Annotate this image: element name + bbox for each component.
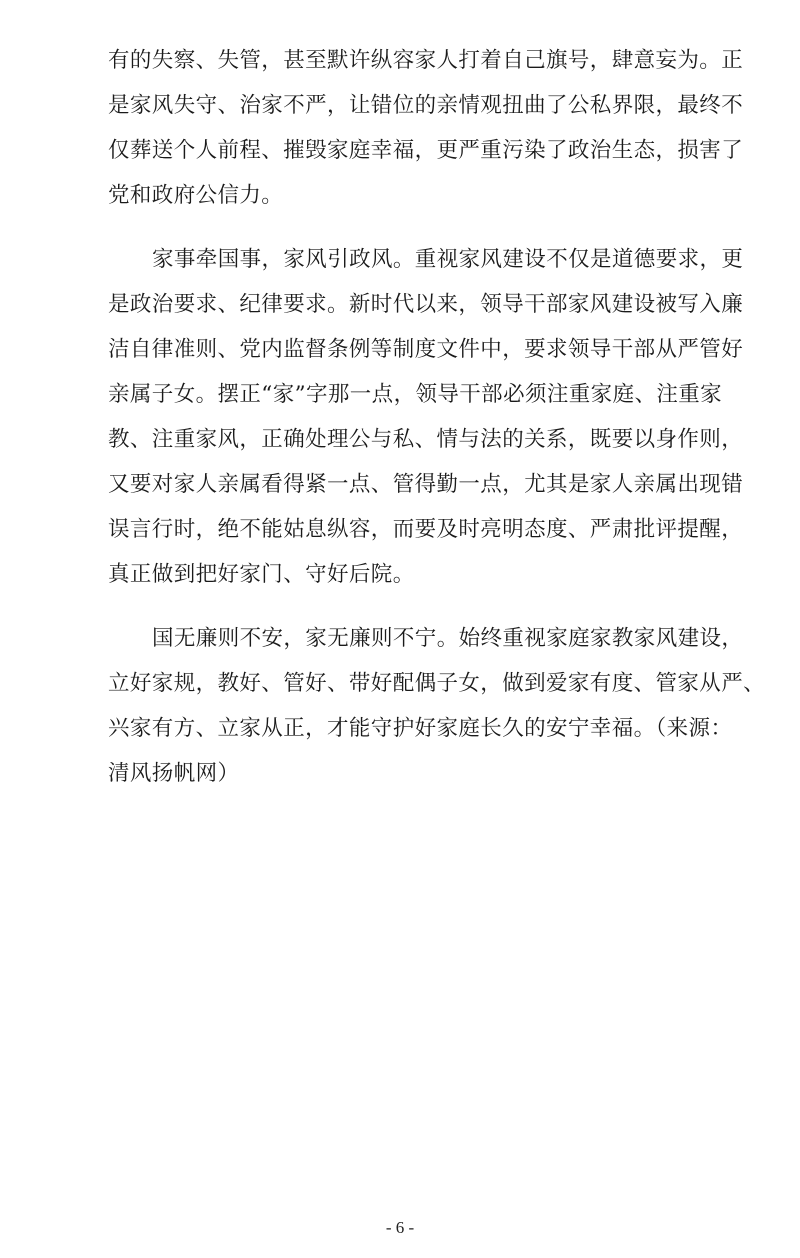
text-line: 国无廉则不安，家无廉则不宁。始终重视家庭家教家风建设， <box>152 626 744 651</box>
text-line: 党和政府公信力。 <box>108 183 284 208</box>
text-line: 误言行时，绝不能姑息纵容，而要及时亮明态度、严肃批评提醒， <box>108 517 744 542</box>
page-number: - 6 - <box>385 1218 415 1237</box>
paragraph-3 <box>108 616 766 796</box>
text-line: 兴家有方、立家从正，才能守护好家庭长久的安宁幸福。（来源： <box>108 716 733 741</box>
text-line: 教、注重家风，正确处理公与私、情与法的关系，既要以身作则， <box>108 427 744 452</box>
text-line: 亲属子女。摆正“家”字那一点，领导干部必须注重家庭、注重家 <box>108 382 723 407</box>
document-body <box>108 38 766 815</box>
text-line: 清风扬帆网） <box>108 761 240 786</box>
paragraph-2 <box>108 237 744 597</box>
paragraph-1 <box>108 38 744 218</box>
text-line: 仅葬送个人前程、摧毁家庭幸福，更严重污染了政治生态，损害了 <box>108 138 744 163</box>
text-line: 又要对家人亲属看得紧一点、管得勤一点，尤其是家人亲属出现错 <box>108 472 744 497</box>
text-line: 是家风失守、治家不严，让错位的亲情观扭曲了公私界限，最终不 <box>108 93 744 118</box>
text-line: 家事牵国事，家风引政风。重视家风建设不仅是道德要求，更 <box>152 247 744 272</box>
text-line: 是政治要求、纪律要求。新时代以来，领导干部家风建设被写入廉 <box>108 292 744 317</box>
text-line: 立好家规，教好、管好、带好配偶子女，做到爱家有度、管家从严、 <box>108 671 766 696</box>
text-line: 洁自律准则、党内监督条例等制度文件中，要求领导干部从严管好 <box>108 337 744 362</box>
text-line: 真正做到把好家门、守好后院。 <box>108 562 415 587</box>
text-line: 有的失察、失管，甚至默许纵容家人打着自己旗号，肆意妄为。正 <box>108 48 744 73</box>
